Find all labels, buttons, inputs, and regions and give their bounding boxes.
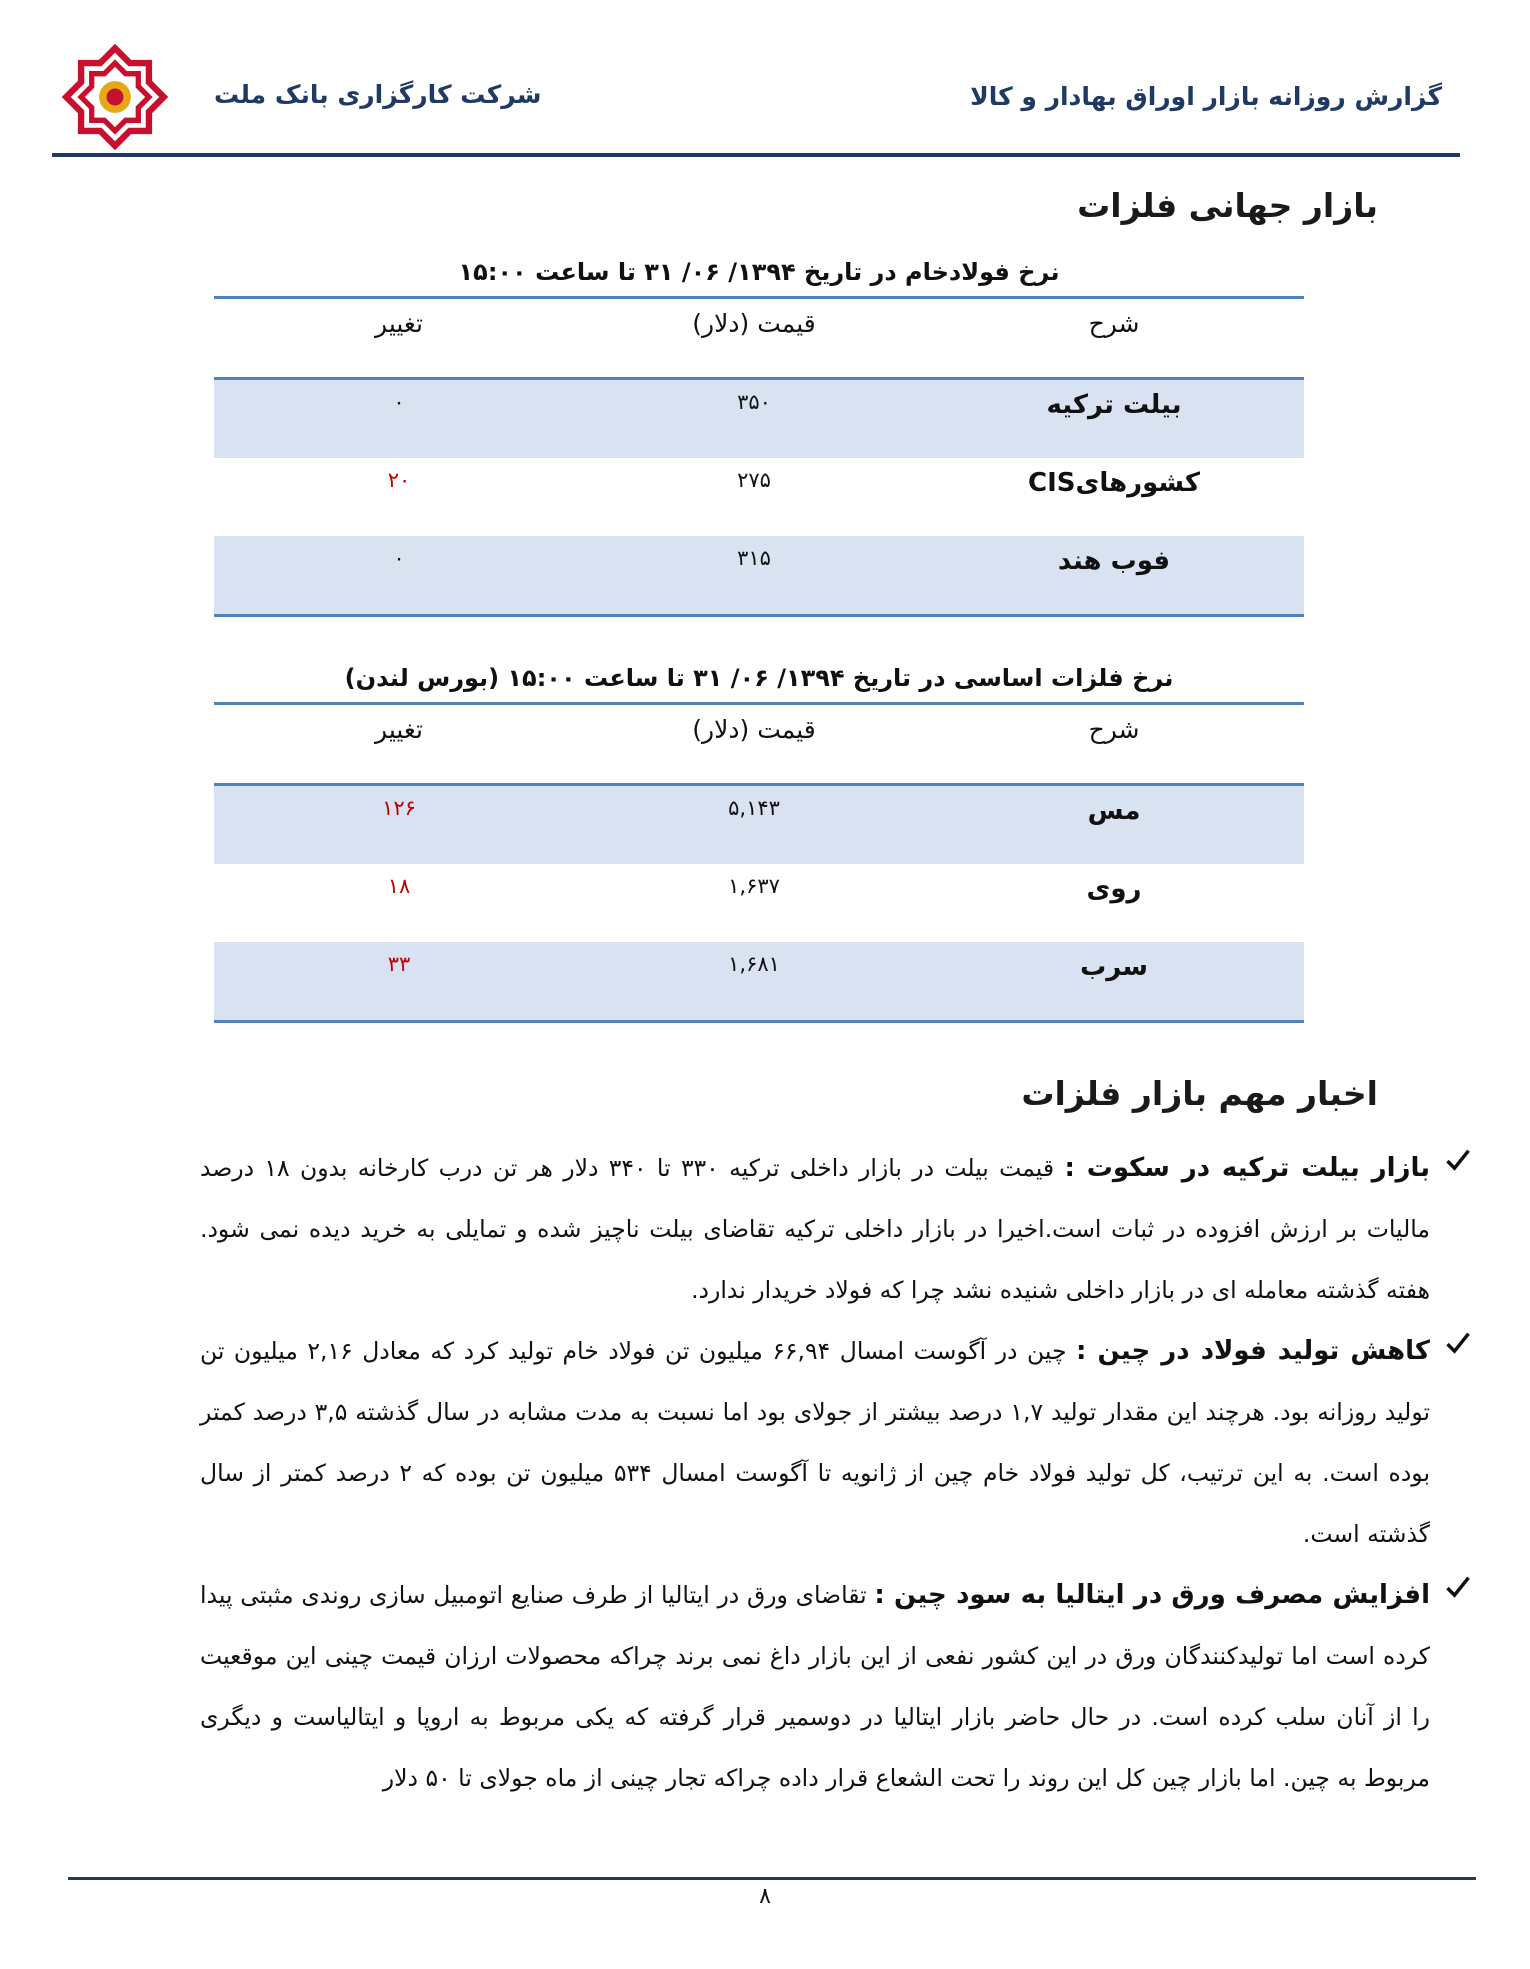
header-divider bbox=[52, 153, 1460, 157]
news-headline: بازار بیلت ترکیه در سکوت : bbox=[1064, 1153, 1431, 1183]
section-title-world-metals: بازار جهانی فلزات bbox=[1077, 186, 1378, 225]
table-header-row bbox=[214, 705, 1304, 786]
row-change: ۰ bbox=[393, 546, 405, 570]
table-row bbox=[214, 786, 1304, 864]
table-row bbox=[214, 864, 1304, 942]
row-desc: روی bbox=[1086, 874, 1142, 904]
row-price: ۵,۱۴۳ bbox=[728, 796, 780, 820]
checkmark-icon bbox=[1444, 1146, 1472, 1174]
company-name: شرکت کارگزاری بانک ملت bbox=[214, 80, 542, 109]
base-metals-price-table bbox=[214, 702, 1304, 1023]
news-headline: افزایش مصرف ورق در ایتالیا به سود چین : bbox=[874, 1580, 1430, 1610]
row-price: ۳۱۵ bbox=[737, 546, 771, 570]
row-price: ۳۵۰ bbox=[737, 390, 771, 414]
news-item bbox=[200, 1138, 1430, 1321]
row-desc: مس bbox=[1087, 796, 1141, 826]
page-number: ۸ bbox=[759, 1884, 771, 1909]
table-row bbox=[214, 942, 1304, 1020]
row-desc: بیلت ترکیه bbox=[1046, 390, 1182, 420]
table-row bbox=[214, 380, 1304, 458]
news-item bbox=[200, 1565, 1430, 1809]
news-list bbox=[200, 1138, 1430, 1809]
row-desc: سرب bbox=[1080, 952, 1148, 982]
row-price: ۱,۶۸۱ bbox=[728, 952, 780, 976]
header-change: تغییر bbox=[375, 715, 423, 744]
header-desc: شرح bbox=[1088, 309, 1140, 338]
row-change: ۱۲۶ bbox=[382, 796, 416, 820]
mellat-bank-logo-icon bbox=[62, 44, 168, 150]
section-title-metals-news: اخبار مهم بازار فلزات bbox=[1021, 1074, 1378, 1113]
row-change: ۳۳ bbox=[387, 952, 411, 976]
row-change: ۲۰ bbox=[387, 468, 411, 492]
row-change: ۱۸ bbox=[387, 874, 411, 898]
steel-table-caption: نرخ فولادخام در تاریخ ۱۳۹۴/ ۰۶/ ۳۱ تا ساعت ۱۵:۰۰ bbox=[458, 258, 1060, 286]
checkmark-icon bbox=[1444, 1329, 1472, 1357]
steel-price-table bbox=[214, 296, 1304, 617]
row-price: ۲۷۵ bbox=[737, 468, 771, 492]
header-desc: شرح bbox=[1088, 715, 1140, 744]
news-body: تقاضای ورق در ایتالیا از طرف صنایع اتومبیل سازی روندی مثبتی پیدا کرده است اما تولیدکنندگان ورق در این کشور نفعی از این بازار داغ نمی برند چراکه محصولات ارزان قیمت چینی این موقعیت را از آنان سلب کرده است. در حال حاضر بازار ایتالیا در دوسمیر قرار گرفته که یکی مربوط به اروپا و ایتالیاست و دیگری مربوط به چین. اما بازار چین کل این روند را تحت الشعاع قرار داده چراکه تجار چینی از ماه جولای تا ۵۰ دلار bbox=[200, 1581, 1430, 1792]
news-item bbox=[200, 1321, 1430, 1565]
header-price: قیمت (دلار) bbox=[692, 715, 816, 744]
base-metals-table-caption: نرخ فلزات اساسی در تاریخ ۱۳۹۴/ ۰۶/ ۳۱ تا ساعت ۱۵:۰۰ (بورس لندن) bbox=[344, 664, 1174, 692]
news-body: چین در آگوست امسال ۶۶,۹۴ میلیون تن فولاد خام تولید کرد که معادل ۲,۱۶ میلیون تن تولید روزانه بود. هرچند این مقدار تولید ۱,۷ درصد بیشتر از جولای بود اما نسبت به مدت مشابه در سال گذشته ۳,۵ درصد کمتر بوده است. به این ترتیب، کل تولید فولاد خام چین از ژانویه تا آگوست امسال ۵۳۴ میلیون تن بوده که ۲ درصد کمتر از سال گذشته است. bbox=[200, 1337, 1430, 1548]
row-price: ۱,۶۳۷ bbox=[728, 874, 780, 898]
row-change: ۰ bbox=[393, 390, 405, 414]
header-change: تغییر bbox=[375, 309, 423, 338]
checkmark-icon bbox=[1444, 1573, 1472, 1601]
table-header-row bbox=[214, 299, 1304, 380]
table-row bbox=[214, 458, 1304, 536]
row-desc: فوب هند bbox=[1057, 546, 1171, 576]
page-header bbox=[0, 0, 1530, 160]
footer-divider bbox=[68, 1877, 1476, 1880]
row-desc: کشورهایCIS bbox=[1028, 468, 1200, 498]
header-price: قیمت (دلار) bbox=[692, 309, 816, 338]
news-body: قیمت بیلت در بازار داخلی ترکیه ۳۳۰ تا ۳۴۰ دلار هر تن درب کارخانه بدون ۱۸ درصد مالیات بر ارزش افزوده در ثبات است.اخیرا در بازار داخلی ترکیه تقاضای بیلت ناچیز شده و تمایلی به خرید دیده نمی شود. هفته گذشته معامله ای در بازار داخلی شنیده نشد چرا که فولاد خریدار ندارد. bbox=[200, 1154, 1430, 1304]
table-row bbox=[214, 536, 1304, 614]
news-headline: کاهش تولید فولاد در چین : bbox=[1076, 1336, 1430, 1366]
report-title: گزارش روزانه بازار اوراق بهادار و کالا bbox=[970, 82, 1442, 111]
